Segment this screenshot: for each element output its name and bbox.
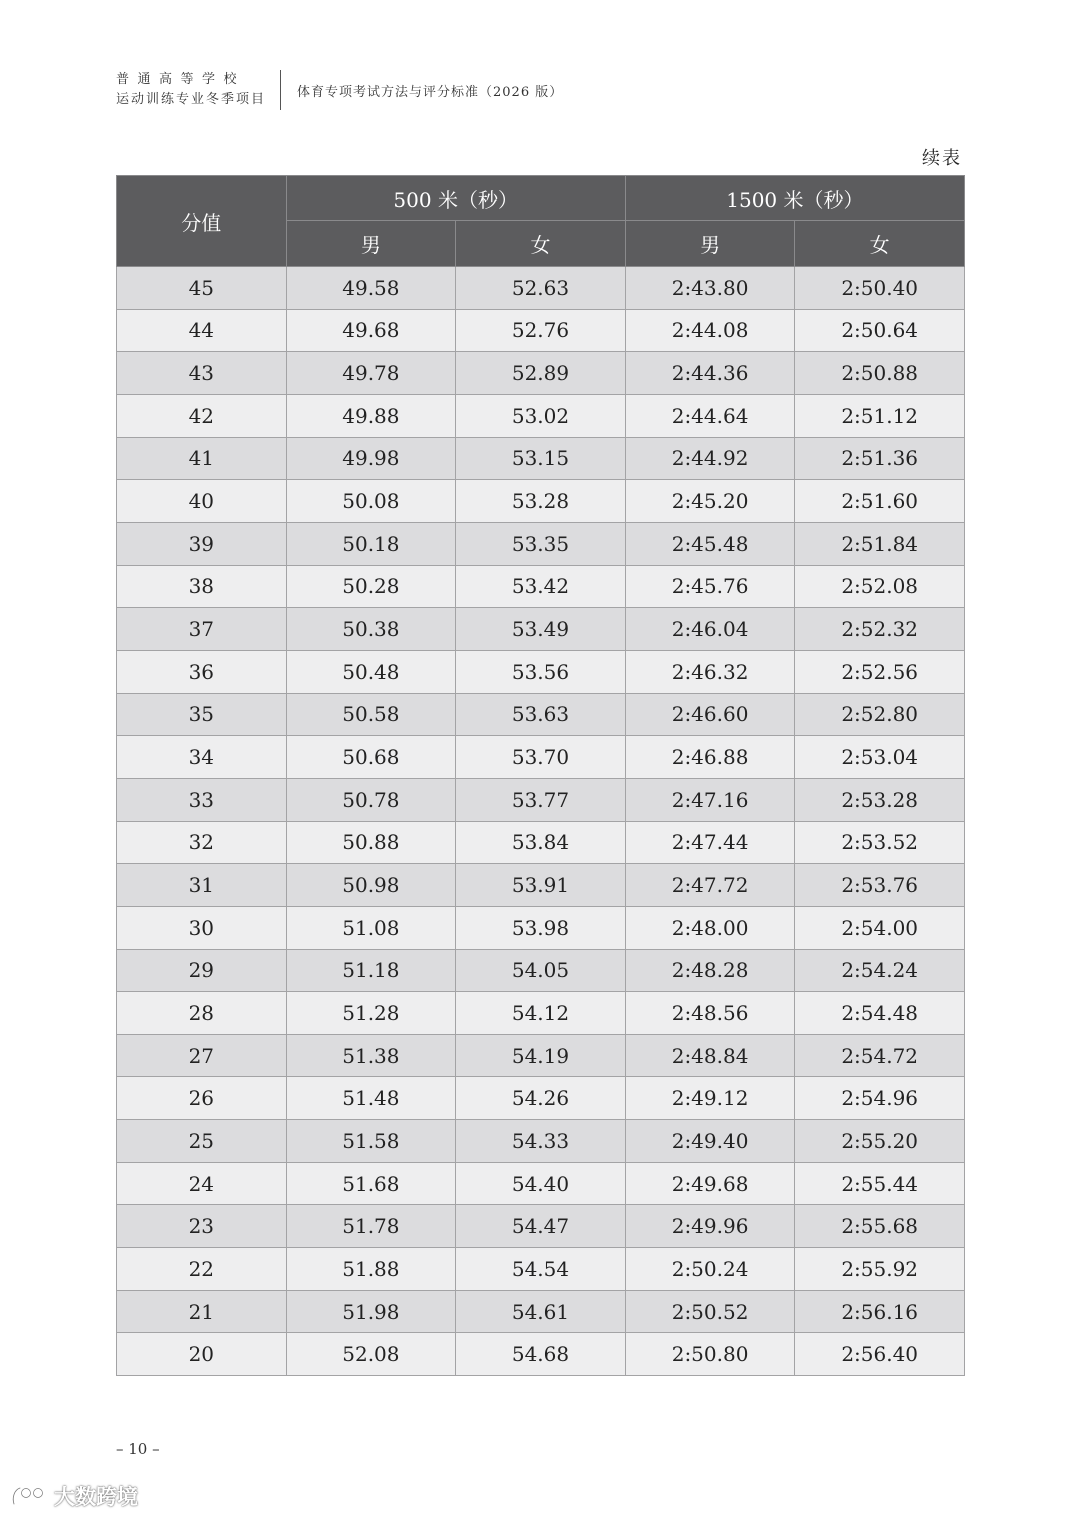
score-cell: 20 [117, 1333, 287, 1376]
time-500m-male: 51.98 [286, 1290, 456, 1333]
time-500m-male: 49.98 [286, 437, 456, 480]
table-row [117, 1333, 965, 1376]
time-1500m-male: 2:50.52 [625, 1290, 795, 1333]
time-500m-male: 51.48 [286, 1077, 456, 1120]
time-500m-male: 50.48 [286, 650, 456, 693]
time-500m-male: 51.08 [286, 906, 456, 949]
time-500m-male: 49.88 [286, 394, 456, 437]
score-cell: 36 [117, 650, 287, 693]
time-500m-female: 53.28 [456, 480, 626, 523]
table-row [117, 522, 965, 565]
table-row [117, 736, 965, 779]
time-500m-male: 50.98 [286, 864, 456, 907]
table-row [117, 778, 965, 821]
time-1500m-female: 2:55.92 [795, 1248, 965, 1291]
time-1500m-female: 2:56.16 [795, 1290, 965, 1333]
score-cell: 33 [117, 778, 287, 821]
subheader-500m-male: 男 [286, 221, 456, 267]
time-1500m-male: 2:49.12 [625, 1077, 795, 1120]
time-500m-female: 54.26 [456, 1077, 626, 1120]
page-number: – 10 – [116, 1440, 160, 1458]
time-1500m-female: 2:53.76 [795, 864, 965, 907]
time-1500m-female: 2:50.40 [795, 267, 965, 310]
score-cell: 45 [117, 267, 287, 310]
time-500m-female: 53.98 [456, 906, 626, 949]
table-header-row [117, 176, 965, 221]
time-1500m-male: 2:47.72 [625, 864, 795, 907]
time-1500m-male: 2:48.28 [625, 949, 795, 992]
time-500m-male: 50.78 [286, 778, 456, 821]
score-table-body [117, 267, 965, 1376]
time-500m-female: 53.91 [456, 864, 626, 907]
time-1500m-male: 2:45.76 [625, 565, 795, 608]
brand-logo-icon [10, 1484, 50, 1508]
time-1500m-female: 2:55.68 [795, 1205, 965, 1248]
running-head-school: 普通高等学校 [116, 72, 246, 87]
time-1500m-male: 2:45.20 [625, 480, 795, 523]
time-1500m-female: 2:53.04 [795, 736, 965, 779]
time-1500m-male: 2:50.80 [625, 1333, 795, 1376]
time-500m-male: 50.18 [286, 522, 456, 565]
watermark [10, 1481, 138, 1511]
time-1500m-female: 2:51.84 [795, 522, 965, 565]
time-500m-female: 54.05 [456, 949, 626, 992]
table-row [117, 906, 965, 949]
score-cell: 27 [117, 1034, 287, 1077]
time-1500m-female: 2:55.44 [795, 1162, 965, 1205]
continued-table-label: 续表 [922, 148, 962, 169]
table-row [117, 1120, 965, 1163]
subheader-500m-female: 女 [456, 221, 626, 267]
time-500m-female: 53.77 [456, 778, 626, 821]
table-row [117, 565, 965, 608]
table-row [117, 650, 965, 693]
table-row [117, 309, 965, 352]
table-row [117, 1248, 965, 1291]
score-cell: 31 [117, 864, 287, 907]
time-1500m-female: 2:50.88 [795, 352, 965, 395]
time-500m-female: 52.89 [456, 352, 626, 395]
time-500m-female: 52.76 [456, 309, 626, 352]
time-500m-female: 53.84 [456, 821, 626, 864]
time-500m-male: 51.18 [286, 949, 456, 992]
time-500m-female: 53.70 [456, 736, 626, 779]
score-cell: 38 [117, 565, 287, 608]
score-cell: 26 [117, 1077, 287, 1120]
time-500m-male: 50.28 [286, 565, 456, 608]
time-500m-female: 54.12 [456, 992, 626, 1035]
time-1500m-female: 2:54.24 [795, 949, 965, 992]
table-row [117, 992, 965, 1035]
time-500m-female: 54.68 [456, 1333, 626, 1376]
time-1500m-male: 2:46.88 [625, 736, 795, 779]
time-500m-male: 49.68 [286, 309, 456, 352]
group-header-1500m: 1500 米（秒） [625, 176, 964, 221]
time-500m-male: 51.68 [286, 1162, 456, 1205]
time-1500m-female: 2:52.56 [795, 650, 965, 693]
time-500m-female: 54.54 [456, 1248, 626, 1291]
time-500m-female: 53.63 [456, 693, 626, 736]
table-row [117, 267, 965, 310]
time-1500m-male: 2:43.80 [625, 267, 795, 310]
table-row [117, 693, 965, 736]
table-row [117, 608, 965, 651]
score-cell: 37 [117, 608, 287, 651]
time-1500m-female: 2:55.20 [795, 1120, 965, 1163]
group-header-500m: 500 米（秒） [286, 176, 625, 221]
time-500m-male: 50.58 [286, 693, 456, 736]
score-cell: 32 [117, 821, 287, 864]
table-row [117, 352, 965, 395]
score-cell: 30 [117, 906, 287, 949]
time-500m-male: 50.08 [286, 480, 456, 523]
watermark-text: 大数跨境 [54, 1485, 138, 1509]
time-500m-male: 51.78 [286, 1205, 456, 1248]
subheader-1500m-female: 女 [795, 221, 965, 267]
time-500m-female: 52.63 [456, 267, 626, 310]
time-1500m-female: 2:53.28 [795, 778, 965, 821]
time-1500m-female: 2:52.80 [795, 693, 965, 736]
time-500m-male: 52.08 [286, 1333, 456, 1376]
score-cell: 35 [117, 693, 287, 736]
score-column-header: 分值 [117, 176, 287, 267]
table-row [117, 864, 965, 907]
time-1500m-female: 2:54.48 [795, 992, 965, 1035]
time-1500m-male: 2:44.92 [625, 437, 795, 480]
time-1500m-male: 2:46.32 [625, 650, 795, 693]
score-cell: 34 [117, 736, 287, 779]
time-1500m-female: 2:51.36 [795, 437, 965, 480]
score-cell: 39 [117, 522, 287, 565]
time-500m-male: 51.38 [286, 1034, 456, 1077]
time-500m-female: 53.56 [456, 650, 626, 693]
time-500m-female: 54.40 [456, 1162, 626, 1205]
time-1500m-male: 2:45.48 [625, 522, 795, 565]
time-500m-female: 53.02 [456, 394, 626, 437]
table-row [117, 949, 965, 992]
table-row [117, 821, 965, 864]
time-500m-female: 53.35 [456, 522, 626, 565]
time-1500m-female: 2:51.60 [795, 480, 965, 523]
time-1500m-male: 2:50.24 [625, 1248, 795, 1291]
time-500m-female: 54.33 [456, 1120, 626, 1163]
table-row [117, 1290, 965, 1333]
time-1500m-male: 2:48.00 [625, 906, 795, 949]
time-1500m-male: 2:47.44 [625, 821, 795, 864]
score-cell: 41 [117, 437, 287, 480]
time-1500m-male: 2:49.96 [625, 1205, 795, 1248]
time-500m-female: 53.49 [456, 608, 626, 651]
score-cell: 28 [117, 992, 287, 1035]
time-1500m-male: 2:49.68 [625, 1162, 795, 1205]
score-cell: 23 [117, 1205, 287, 1248]
time-1500m-female: 2:56.40 [795, 1333, 965, 1376]
subheader-1500m-male: 男 [625, 221, 795, 267]
running-head-divider [280, 70, 281, 110]
table-row [117, 1205, 965, 1248]
time-500m-male: 51.58 [286, 1120, 456, 1163]
time-1500m-male: 2:48.56 [625, 992, 795, 1035]
score-cell: 43 [117, 352, 287, 395]
time-500m-female: 54.19 [456, 1034, 626, 1077]
time-1500m-male: 2:44.64 [625, 394, 795, 437]
time-1500m-female: 2:54.96 [795, 1077, 965, 1120]
table-row [117, 1162, 965, 1205]
score-cell: 29 [117, 949, 287, 992]
time-1500m-male: 2:44.08 [625, 309, 795, 352]
time-500m-male: 50.88 [286, 821, 456, 864]
time-1500m-male: 2:48.84 [625, 1034, 795, 1077]
score-cell: 22 [117, 1248, 287, 1291]
score-cell: 24 [117, 1162, 287, 1205]
table-row [117, 480, 965, 523]
time-1500m-male: 2:44.36 [625, 352, 795, 395]
time-1500m-female: 2:54.72 [795, 1034, 965, 1077]
time-1500m-male: 2:46.60 [625, 693, 795, 736]
time-500m-female: 54.61 [456, 1290, 626, 1333]
table-row [117, 1077, 965, 1120]
score-cell: 25 [117, 1120, 287, 1163]
score-cell: 21 [117, 1290, 287, 1333]
time-500m-female: 53.42 [456, 565, 626, 608]
table-row [117, 1034, 965, 1077]
running-head-program: 运动训练专业冬季项目 [116, 92, 267, 107]
time-500m-male: 50.68 [286, 736, 456, 779]
running-head [116, 70, 563, 110]
time-1500m-female: 2:52.08 [795, 565, 965, 608]
time-1500m-male: 2:46.04 [625, 608, 795, 651]
score-cell: 42 [117, 394, 287, 437]
time-500m-female: 54.47 [456, 1205, 626, 1248]
time-1500m-female: 2:52.32 [795, 608, 965, 651]
time-500m-male: 50.38 [286, 608, 456, 651]
table-row [117, 437, 965, 480]
time-1500m-female: 2:51.12 [795, 394, 965, 437]
time-500m-male: 51.28 [286, 992, 456, 1035]
running-head-title: 体育专项考试方法与评分标准（2026 版） [297, 84, 564, 100]
time-1500m-female: 2:54.00 [795, 906, 965, 949]
score-cell: 40 [117, 480, 287, 523]
time-500m-male: 49.58 [286, 267, 456, 310]
time-500m-male: 51.88 [286, 1248, 456, 1291]
time-500m-female: 53.15 [456, 437, 626, 480]
score-cell: 44 [117, 309, 287, 352]
time-1500m-female: 2:53.52 [795, 821, 965, 864]
time-500m-male: 49.78 [286, 352, 456, 395]
time-1500m-male: 2:47.16 [625, 778, 795, 821]
time-1500m-female: 2:50.64 [795, 309, 965, 352]
time-1500m-male: 2:49.40 [625, 1120, 795, 1163]
table-row [117, 394, 965, 437]
running-head-left [116, 70, 266, 110]
score-table [116, 175, 965, 1376]
